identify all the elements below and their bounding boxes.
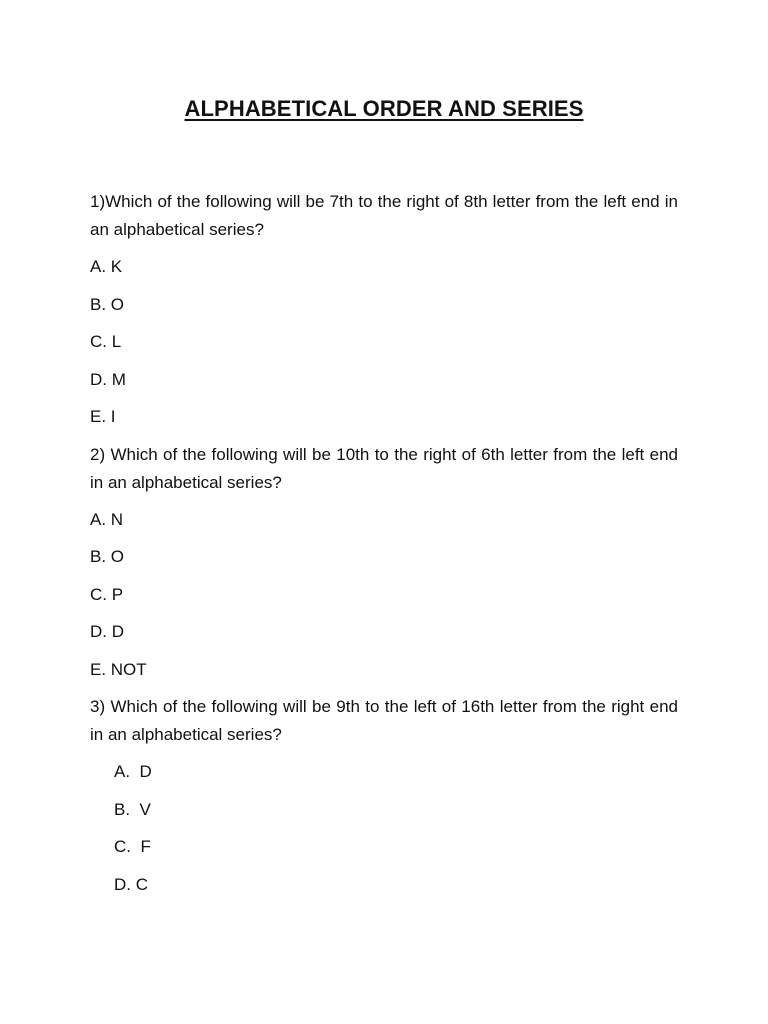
option-item: D. C — [114, 874, 148, 894]
option-item: D. D — [90, 622, 124, 641]
option-item: C. L — [90, 332, 122, 351]
option-item: E. I — [90, 407, 116, 426]
option-item: D. M — [90, 369, 126, 389]
question-list — [90, 188, 678, 908]
option-item: E. NOT — [90, 659, 147, 679]
option-list — [90, 758, 678, 899]
question-block-2 — [90, 441, 678, 684]
option-item: B. V — [114, 799, 151, 819]
page-title: ALPHABETICAL ORDER AND SERIES — [184, 96, 584, 121]
question-block-3 — [90, 693, 678, 899]
question-text: 3) Which of the following will be 9th to the left of 16th letter from the right end in an alphabetical series? — [90, 697, 678, 744]
option-item: A. D — [114, 762, 152, 781]
option-item: B. O — [90, 294, 125, 314]
option-item: A. N — [90, 509, 124, 529]
question-text: 2) Which of the following will be 10th to the right of 6th letter from the left end in an alphabetical series? — [90, 444, 678, 492]
option-item: B. O — [90, 547, 125, 566]
option-list — [90, 506, 678, 684]
question-text: 1)Which of the following will be 7th to the right of 8th letter from the left end in an alphabetical series? — [90, 192, 678, 239]
option-item: A. K — [90, 257, 123, 276]
question-block-1 — [90, 188, 678, 431]
option-list — [90, 253, 678, 431]
option-item: C. P — [90, 584, 124, 604]
option-item: C. F — [114, 837, 151, 856]
